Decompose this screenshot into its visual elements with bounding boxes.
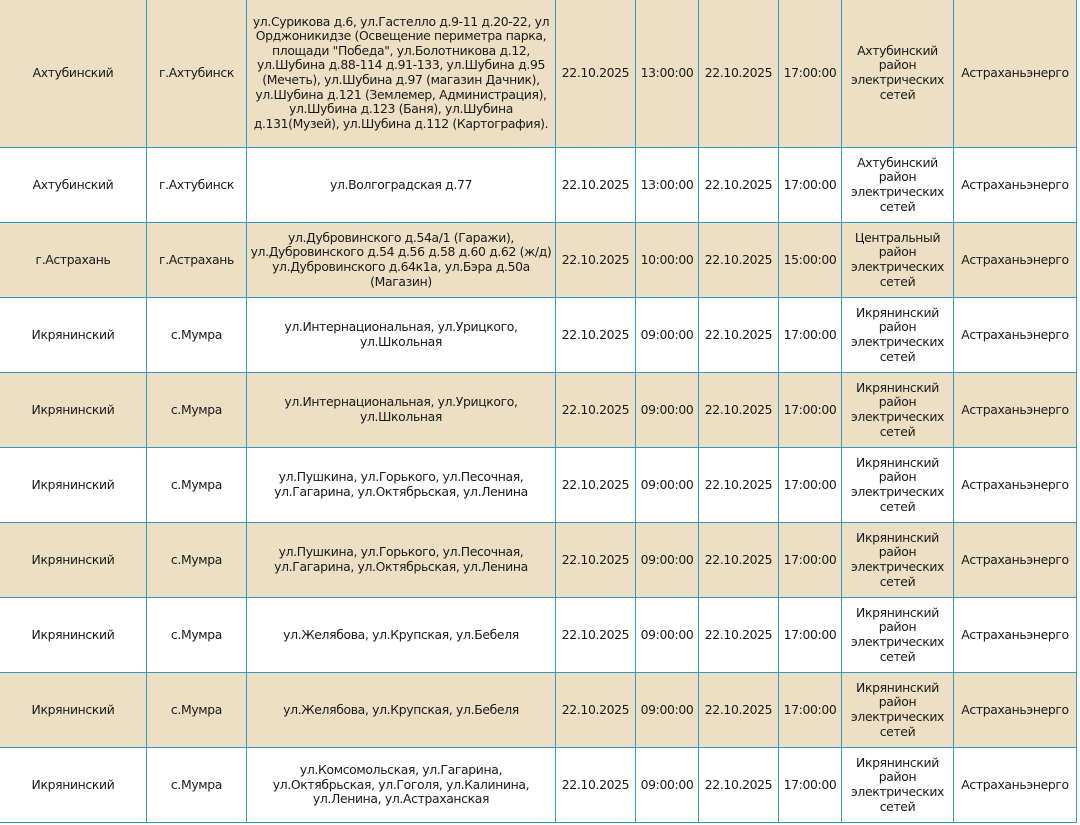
cell-district: Ахтубинский [0, 148, 147, 223]
table-row [0, 523, 1077, 598]
cell-district: Икрянинский [0, 373, 147, 448]
cell-organization: Астраханьэнерго [954, 298, 1077, 373]
cell-locality: с.Мумра [147, 523, 247, 598]
cell-network-district: Икрянинский район электрических сетей [842, 448, 954, 523]
cell-start-date: 22.10.2025 [556, 0, 636, 148]
cell-end-date: 22.10.2025 [699, 373, 779, 448]
cell-end-date: 22.10.2025 [699, 148, 779, 223]
cell-network-district: Икрянинский район электрических сетей [842, 748, 954, 823]
cell-end-time: 17:00:00 [779, 673, 842, 748]
table-row [0, 748, 1077, 823]
cell-network-district: Ахтубинский район электрических сетей [842, 148, 954, 223]
cell-locality: с.Мумра [147, 598, 247, 673]
cell-organization: Астраханьэнерго [954, 448, 1077, 523]
cell-address: ул.Волгоградская д.77 [247, 148, 556, 223]
cell-end-time: 17:00:00 [779, 523, 842, 598]
cell-locality: г.Астрахань [147, 223, 247, 298]
cell-address: ул.Дубровинского д.54а/1 (Гаражи), ул.Дубровинского д.54 д.56 д.58 д.60 д.62 (ж/д) ул.Дубровинского д.64к1а, ул.Бэра д.50а (Магазин) [247, 223, 556, 298]
cell-address: ул.Интернациональная, ул.Урицкого, ул.Школьная [247, 298, 556, 373]
cell-network-district: Икрянинский район электрических сетей [842, 598, 954, 673]
cell-district: Икрянинский [0, 673, 147, 748]
cell-start-time: 09:00:00 [636, 298, 699, 373]
cell-address: ул.Желябова, ул.Крупская, ул.Бебеля [247, 673, 556, 748]
cell-network-district: Икрянинский район электрических сетей [842, 523, 954, 598]
cell-locality: с.Мумра [147, 298, 247, 373]
cell-start-date: 22.10.2025 [556, 373, 636, 448]
cell-locality: г.Ахтубинск [147, 0, 247, 148]
table-row [0, 673, 1077, 748]
cell-locality: с.Мумра [147, 748, 247, 823]
cell-end-time: 15:00:00 [779, 223, 842, 298]
table-row [0, 298, 1077, 373]
cell-locality: с.Мумра [147, 373, 247, 448]
cell-organization: Астраханьэнерго [954, 598, 1077, 673]
cell-start-time: 09:00:00 [636, 448, 699, 523]
cell-address: ул.Пушкина, ул.Горького, ул.Песочная, ул.Гагарина, ул.Октябрьская, ул.Ленина [247, 523, 556, 598]
cell-start-time: 09:00:00 [636, 598, 699, 673]
cell-district: Икрянинский [0, 598, 147, 673]
cell-organization: Астраханьэнерго [954, 373, 1077, 448]
cell-network-district: Икрянинский район электрических сетей [842, 373, 954, 448]
cell-locality: г.Ахтубинск [147, 148, 247, 223]
cell-network-district: Ахтубинский район электрических сетей [842, 0, 954, 148]
cell-start-time: 09:00:00 [636, 748, 699, 823]
cell-address: ул.Сурикова д.6, ул.Гастелло д.9-11 д.20-22, ул Орджоникидзе (Освещение периметра парка, площади "Победа", ул.Болотникова д.12, ул.Шубина д.88-114 д.91-133, ул.Шубина д.95 (Мечеть), ул.Шубина д.97 (магазин Дачник), ул.Шубина д.121 (Землемер, Администрация), ул.Шубина д.123 (Баня), ул.Шубина д.131(Музей), ул.Шубина д.112 (Картография). [247, 0, 556, 148]
cell-start-time: 10:00:00 [636, 223, 699, 298]
cell-end-date: 22.10.2025 [699, 448, 779, 523]
cell-end-date: 22.10.2025 [699, 673, 779, 748]
cell-district: Ахтубинский [0, 0, 147, 148]
cell-address: ул.Желябова, ул.Крупская, ул.Бебеля [247, 598, 556, 673]
cell-organization: Астраханьэнерго [954, 748, 1077, 823]
cell-start-date: 22.10.2025 [556, 148, 636, 223]
cell-network-district: Центральный район электрических сетей [842, 223, 954, 298]
table-row [0, 448, 1077, 523]
cell-organization: Астраханьэнерго [954, 0, 1077, 148]
cell-start-date: 22.10.2025 [556, 598, 636, 673]
cell-start-date: 22.10.2025 [556, 223, 636, 298]
cell-start-date: 22.10.2025 [556, 673, 636, 748]
cell-address: ул.Комсомольская, ул.Гагарина, ул.Октябрьская, ул.Гоголя, ул.Калинина, ул.Ленина, ул.Астраханская [247, 748, 556, 823]
cell-district: Икрянинский [0, 448, 147, 523]
cell-network-district: Икрянинский район электрических сетей [842, 673, 954, 748]
cell-address: ул.Пушкина, ул.Горького, ул.Песочная, ул.Гагарина, ул.Октябрьская, ул.Ленина [247, 448, 556, 523]
cell-district: Икрянинский [0, 298, 147, 373]
cell-end-date: 22.10.2025 [699, 0, 779, 148]
cell-end-time: 17:00:00 [779, 373, 842, 448]
cell-organization: Астраханьэнерго [954, 523, 1077, 598]
cell-locality: с.Мумра [147, 448, 247, 523]
cell-locality: с.Мумра [147, 673, 247, 748]
cell-start-date: 22.10.2025 [556, 523, 636, 598]
cell-start-date: 22.10.2025 [556, 748, 636, 823]
cell-district: Икрянинский [0, 748, 147, 823]
cell-start-time: 09:00:00 [636, 673, 699, 748]
table-row [0, 223, 1077, 298]
cell-organization: Астраханьэнерго [954, 673, 1077, 748]
cell-start-time: 09:00:00 [636, 373, 699, 448]
cell-end-date: 22.10.2025 [699, 598, 779, 673]
cell-address: ул.Интернациональная, ул.Урицкого, ул.Школьная [247, 373, 556, 448]
cell-district: г.Астрахань [0, 223, 147, 298]
table-row [0, 598, 1077, 673]
cell-end-date: 22.10.2025 [699, 748, 779, 823]
cell-end-date: 22.10.2025 [699, 298, 779, 373]
cell-end-time: 17:00:00 [779, 598, 842, 673]
cell-end-date: 22.10.2025 [699, 523, 779, 598]
cell-end-date: 22.10.2025 [699, 223, 779, 298]
cell-end-time: 17:00:00 [779, 148, 842, 223]
cell-start-time: 13:00:00 [636, 148, 699, 223]
cell-network-district: Икрянинский район электрических сетей [842, 298, 954, 373]
table-row [0, 373, 1077, 448]
cell-end-time: 17:00:00 [779, 748, 842, 823]
table-row [0, 0, 1077, 148]
table-row [0, 148, 1077, 223]
cell-district: Икрянинский [0, 523, 147, 598]
cell-end-time: 17:00:00 [779, 0, 842, 148]
cell-start-time: 09:00:00 [636, 523, 699, 598]
cell-start-date: 22.10.2025 [556, 298, 636, 373]
cell-organization: Астраханьэнерго [954, 223, 1077, 298]
cell-start-date: 22.10.2025 [556, 448, 636, 523]
cell-end-time: 17:00:00 [779, 298, 842, 373]
cell-start-time: 13:00:00 [636, 0, 699, 148]
cell-end-time: 17:00:00 [779, 448, 842, 523]
cell-organization: Астраханьэнерго [954, 148, 1077, 223]
